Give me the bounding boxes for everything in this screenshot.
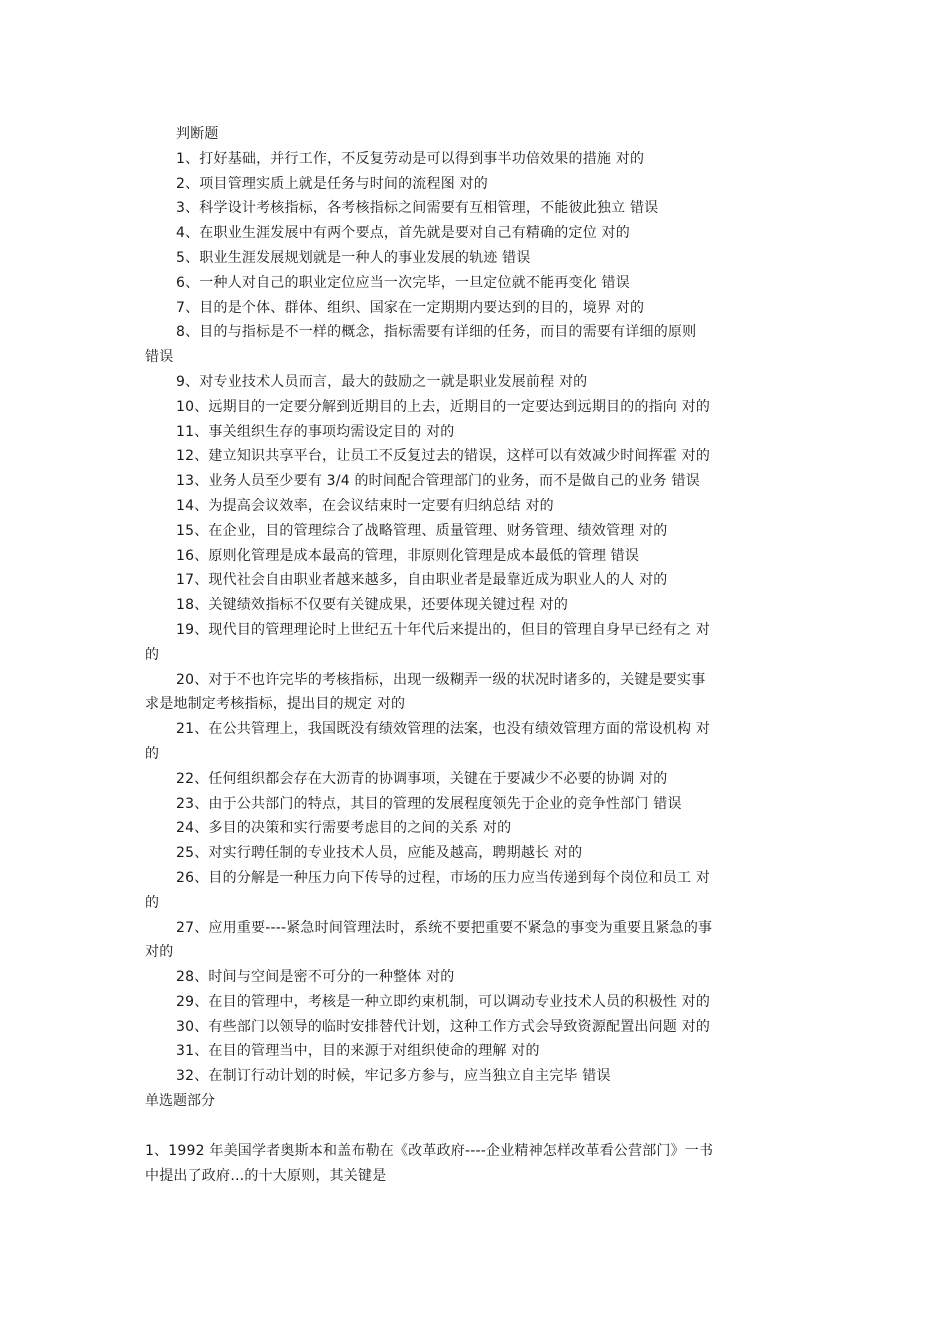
- judgment-item-20-cont: 求是地制定考核指标，提出目的规定 对的: [145, 696, 406, 713]
- judgment-item-8-cont: 错误: [145, 349, 174, 366]
- judgment-item-32: 32、在制订行动计划的时候，牢记多方参与，应当独立自主完毕 错误: [176, 1068, 611, 1085]
- judgment-item-2: 2、项目管理实质上就是任务与时间的流程图 对的: [176, 175, 488, 192]
- judgment-item-3: 3、科学设计考核指标，各考核指标之间需要有互相管理，不能彼此独立 错误: [176, 200, 659, 217]
- judgment-item-4: 4、在职业生涯发展中有两个要点，首先就是要对自己有精确的定位 对的: [176, 225, 630, 242]
- judgment-item-15: 15、在企业，目的管理综合了战略管理、质量管理、财务管理、绩效管理 对的: [176, 522, 668, 539]
- judgment-item-12: 12、建立知识共享平台，让员工不反复过去的错误，这样可以有效减少时间挥霍 对的: [176, 448, 711, 465]
- judgment-item-5: 5、职业生涯发展规划就是一种人的事业发展的轨迹 错误: [176, 249, 531, 266]
- judgment-section-title: 判断题: [176, 126, 219, 142]
- judgment-item-21: 21、在公共管理上，我国既没有绩效管理的法案，也没有绩效管理方面的常设机构 对: [176, 721, 711, 738]
- judgment-item-25: 25、对实行聘任制的专业技术人员，应能及越高，聘期越长 对的: [176, 845, 583, 862]
- section-spacer: [145, 1114, 805, 1139]
- judgment-item-16: 16、原则化管理是成本最高的管理，非原则化管理是成本最低的管理 错误: [176, 547, 640, 564]
- judgment-item-14: 14、为提高会议效率，在会议结束时一定要有归纳总结 对的: [176, 497, 554, 514]
- judgment-item-10: 10、远期目的一定要分解到近期目的上去，近期目的一定要达到远期目的的指向 对的: [176, 398, 711, 415]
- judgment-item-26-cont: 的: [145, 894, 160, 911]
- judgment-item-31: 31、在目的管理当中，目的来源于对组织使命的理解 对的: [176, 1043, 540, 1060]
- judgment-item-17: 17、现代社会自由职业者越来越多，自由职业者是最靠近成为职业人的人 对的: [176, 572, 668, 589]
- judgment-item-1: 1、打好基础，并行工作，不反复劳动是可以得到事半功倍效果的措施 对的: [176, 150, 645, 167]
- judgment-item-29: 29、在目的管理中，考核是一种立即约束机制，可以调动专业技术人员的积极性 对的: [176, 993, 711, 1010]
- judgment-item-7: 7、目的是个体、群体、组织、国家在一定期期内要达到的目的，境界 对的: [176, 299, 645, 316]
- judgment-item-18: 18、关键绩效指标不仅要有关键成果，还要体现关键过程 对的: [176, 597, 569, 614]
- single-choice-section-title: 单选题部分: [145, 1093, 215, 1110]
- judgment-item-23: 23、由于公共部门的特点，其目的管理的发展程度领先于企业的竞争性部门 错误: [176, 795, 682, 812]
- judgment-item-26: 26、目的分解是一种压力向下传导的过程，市场的压力应当传递到每个岗位和员工 对: [176, 869, 711, 886]
- judgment-item-28: 28、时间与空间是密不可分的一种整体 对的: [176, 969, 455, 986]
- judgment-item-20: 20、对于不也许完毕的考核指标，出现一级糊弄一级的状况时诸多的，关键是要实事: [176, 671, 706, 688]
- judgment-item-19: 19、现代目的管理理论时上世纪五十年代后来提出的，但目的管理自身早已经有之 对: [176, 621, 711, 638]
- judgment-item-9: 9、对专业技术人员而言，最大的鼓励之一就是职业发展前程 对的: [176, 373, 588, 390]
- judgment-item-22: 22、任何组织都会存在大沥青的协调事项，关键在于要减少不必要的协调 对的: [176, 770, 668, 787]
- judgment-item-27-cont: 对的: [145, 944, 174, 961]
- question-1-line-1: 1、1992 年美国学者奥斯本和盖布勒在《改革政府----企业精神怎样改革看公营部门》一书: [145, 1142, 714, 1159]
- document-page: [145, 122, 805, 1189]
- judgment-item-13: 13、业务人员至少要有 3/4 的时间配合管理部门的业务，而不是做自己的业务 错误: [176, 473, 700, 490]
- judgment-item-19-cont: 的: [145, 646, 160, 663]
- judgment-item-27: 27、应用重要----紧急时间管理法时，系统不要把重要不紧急的事变为重要且紧急的事: [176, 919, 713, 936]
- single-choice-question-1: [145, 1139, 805, 1189]
- judgment-item-8: 8、目的与指标是不一样的概念，指标需要有详细的任务，而目的需要有详细的原则: [176, 324, 697, 341]
- judgment-item-30: 30、有些部门以领导的临时安排替代计划，这种工作方式会导致资源配置出问题 对的: [176, 1018, 711, 1035]
- judgment-item-11: 11、事关组织生存的事项均需设定目的 对的: [176, 423, 455, 440]
- judgment-item-6: 6、一种人对自己的职业定位应当一次完毕，一旦定位就不能再变化 错误: [176, 274, 630, 291]
- question-1-line-2: 中提出了政府…的十大原则，其关键是: [145, 1167, 387, 1184]
- judgment-item-24: 24、多目的决策和实行需要考虑目的之间的关系 对的: [176, 820, 512, 837]
- judgment-item-21-cont: 的: [145, 745, 160, 762]
